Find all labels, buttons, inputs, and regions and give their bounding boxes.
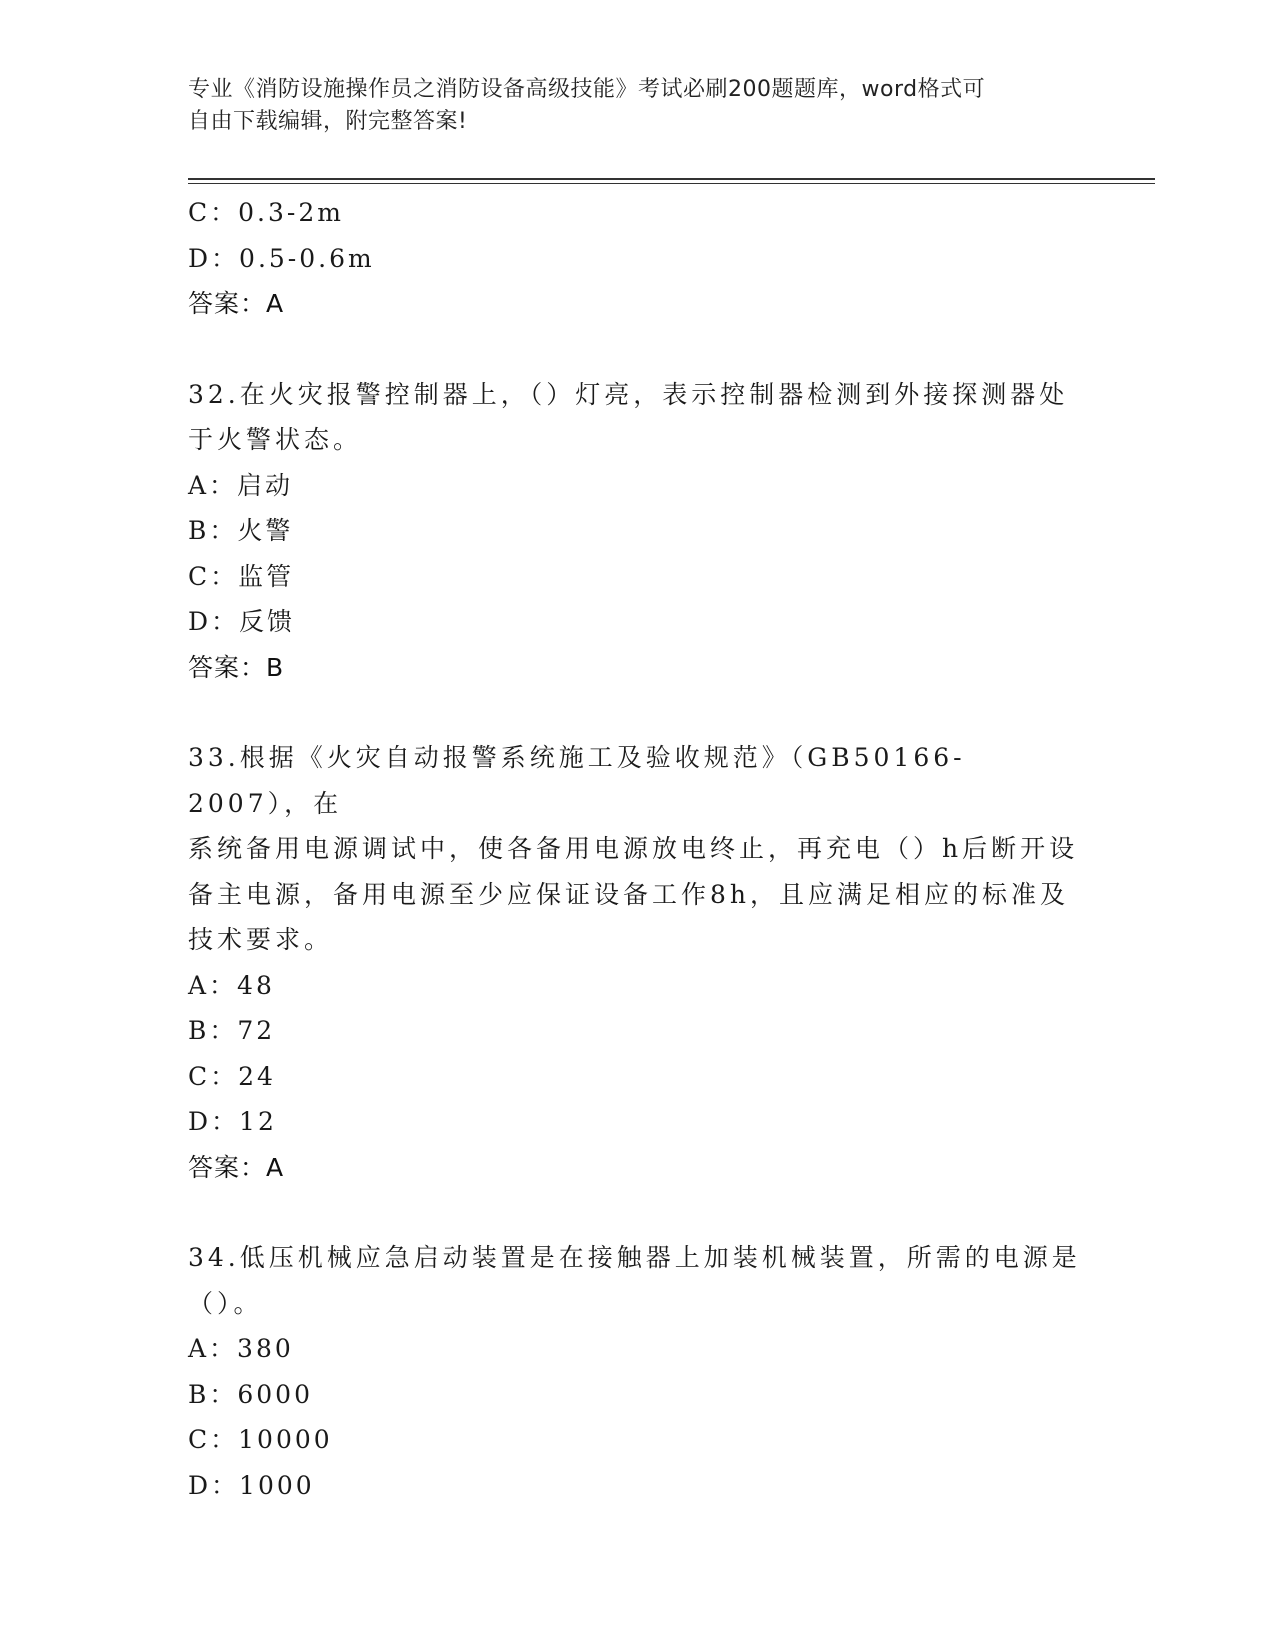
- answer-line: 答案：A: [188, 1152, 285, 1182]
- header-line-2: 自由下载编辑，附完整答案!: [188, 109, 468, 134]
- question-text-line: （）。: [188, 1288, 263, 1318]
- option-b: B：火警: [188, 516, 294, 545]
- question-34: [188, 1235, 1088, 1508]
- option-d: D：反馈: [188, 607, 296, 636]
- question-32: [188, 372, 1088, 691]
- question-33: [188, 735, 1088, 1190]
- header-line-1: 专业《消防设施操作员之消防设备高级技能》考试必刷200题题库，word格式可: [188, 77, 986, 102]
- option-a: A：380: [188, 1334, 294, 1363]
- question-text-line: 备主电源，备用电源至少应保证设备工作8h，且应满足相应的标准及: [188, 879, 1070, 909]
- question-text-line: 34.低压机械应急启动装置是在接触器上加装机械装置，所需的电源是: [188, 1243, 1081, 1272]
- document-header: [188, 74, 1088, 138]
- option-c: C：24: [188, 1061, 276, 1091]
- option-a: A：启动: [188, 470, 294, 500]
- answer-line: 答案：A: [188, 289, 285, 318]
- option-d: D：12: [188, 1107, 277, 1136]
- option-b: B：72: [188, 1016, 276, 1045]
- question-text-line: 33.根据《火灾自动报警系统施工及验收规范》（GB50166-2007），在: [188, 743, 966, 818]
- question-text-line: 32.在火灾报警控制器上，（）灯亮，表示控制器检测到外接探测器处: [188, 379, 1069, 409]
- option-b: B：6000: [188, 1379, 313, 1409]
- option-d: D：1000: [188, 1470, 315, 1500]
- header-divider-thick: [188, 178, 1155, 180]
- header-divider-thin: [188, 183, 1155, 184]
- answer-line: 答案：B: [188, 652, 285, 682]
- question-text-line: 系统备用电源调试中，使各备用电源放电终止，再充电（）h后断开设: [188, 834, 1079, 863]
- option-c: C：0.3-2m: [188, 198, 344, 227]
- option-c: C：监管: [188, 561, 295, 591]
- question-text-line: 技术要求。: [188, 925, 334, 954]
- document-body: [188, 190, 1088, 1508]
- option-c: C：10000: [188, 1425, 333, 1454]
- question-text-line: 于火警状态。: [188, 425, 363, 454]
- question-31-continuation: [188, 190, 1088, 327]
- option-d: D：0.5-0.6m: [188, 243, 375, 273]
- option-a: A：48: [188, 970, 275, 1000]
